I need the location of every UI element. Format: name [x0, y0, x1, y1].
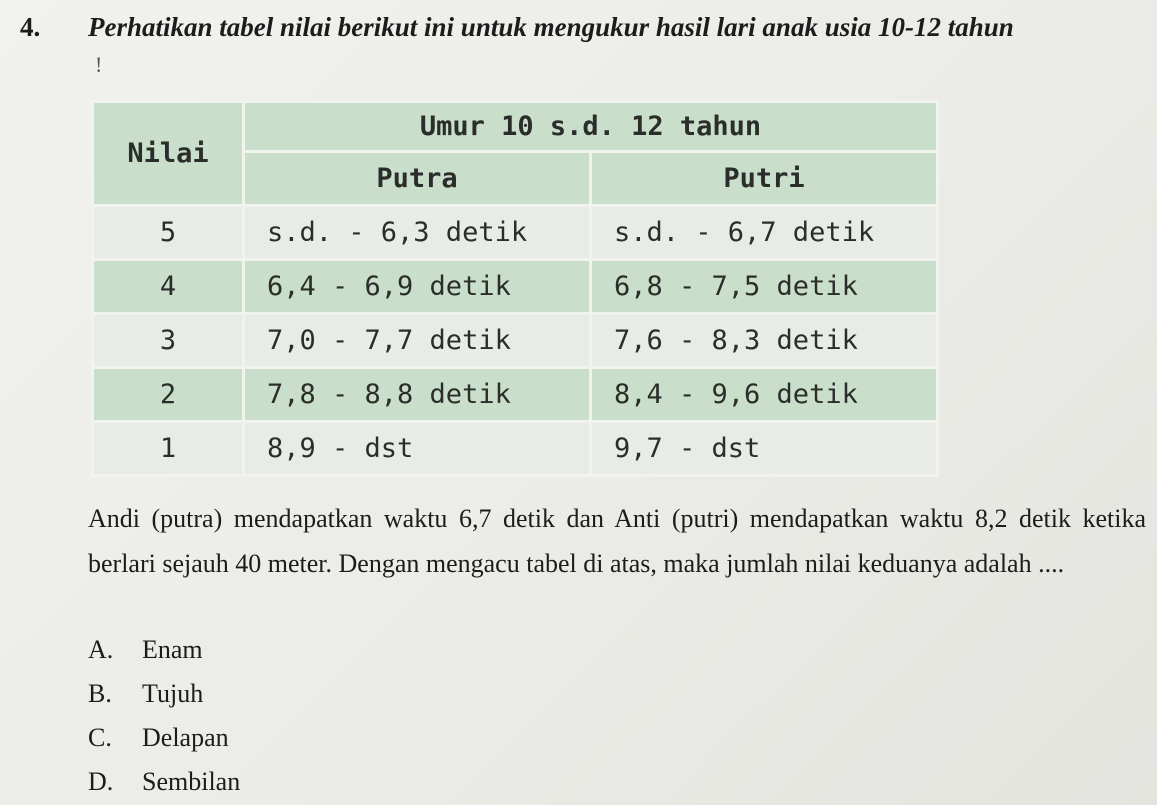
option-text: Tujuh: [142, 679, 204, 708]
cell-nilai: 1: [93, 422, 244, 476]
cell-putri: s.d. - 6,7 detik: [591, 206, 938, 260]
option-letter: C.: [88, 723, 112, 752]
table-row: [93, 422, 938, 476]
option-text: Enam: [142, 635, 203, 664]
table-header-row: [93, 102, 938, 152]
cell-putra: 8,9 - dst: [244, 422, 591, 476]
cell-putra: 7,0 - 7,7 detik: [244, 314, 591, 368]
cell-putri: 6,8 - 7,5 detik: [591, 260, 938, 314]
stray-mark: !: [95, 52, 103, 77]
header-age-group: Umur 10 s.d. 12 tahun: [244, 102, 938, 152]
option-a[interactable]: [88, 628, 240, 672]
score-table-container: [91, 100, 939, 476]
option-letter: B.: [88, 679, 112, 708]
cell-putri: 9,7 - dst: [591, 422, 938, 476]
cell-putra: 6,4 - 6,9 detik: [244, 260, 591, 314]
table-row: [93, 314, 938, 368]
option-b[interactable]: [88, 672, 240, 716]
option-letter: D.: [88, 767, 114, 796]
cell-putri: 7,6 - 8,3 detik: [591, 314, 938, 368]
question-header: [20, 8, 1145, 46]
question-prompt: Perhatikan tabel nilai berikut ini untuk mengukur hasil lari anak usia 10-12 tahun: [88, 12, 1014, 42]
option-d[interactable]: [88, 760, 240, 804]
header-nilai: Nilai: [93, 102, 244, 206]
option-text: Sembilan: [142, 767, 241, 796]
score-table: [91, 100, 939, 477]
cell-nilai: 2: [93, 368, 244, 422]
cell-nilai: 3: [93, 314, 244, 368]
option-text: Delapan: [142, 723, 229, 752]
header-putri: Putri: [591, 152, 938, 206]
answer-options: [88, 628, 240, 804]
header-putra: Putra: [244, 152, 591, 206]
table-row: [93, 368, 938, 422]
cell-nilai: 5: [93, 206, 244, 260]
cell-putra: s.d. - 6,3 detik: [244, 206, 591, 260]
cell-putra: 7,8 - 8,8 detik: [244, 368, 591, 422]
cell-nilai: 4: [93, 260, 244, 314]
table-row: [93, 260, 938, 314]
cell-putri: 8,4 - 9,6 detik: [591, 368, 938, 422]
table-row: [93, 206, 938, 260]
question-number: 4.: [20, 12, 41, 42]
question-paragraph: Andi (putra) mendapatkan waktu 6,7 detik dan Anti (putri) mendapatkan waktu 8,2 detik ketika berlari sejauh 40 meter. Dengan mengacu tabel di atas, maka jumlah nilai keduanya adalah ....: [88, 504, 1146, 578]
option-c[interactable]: [88, 716, 240, 760]
option-letter: A.: [88, 635, 114, 664]
